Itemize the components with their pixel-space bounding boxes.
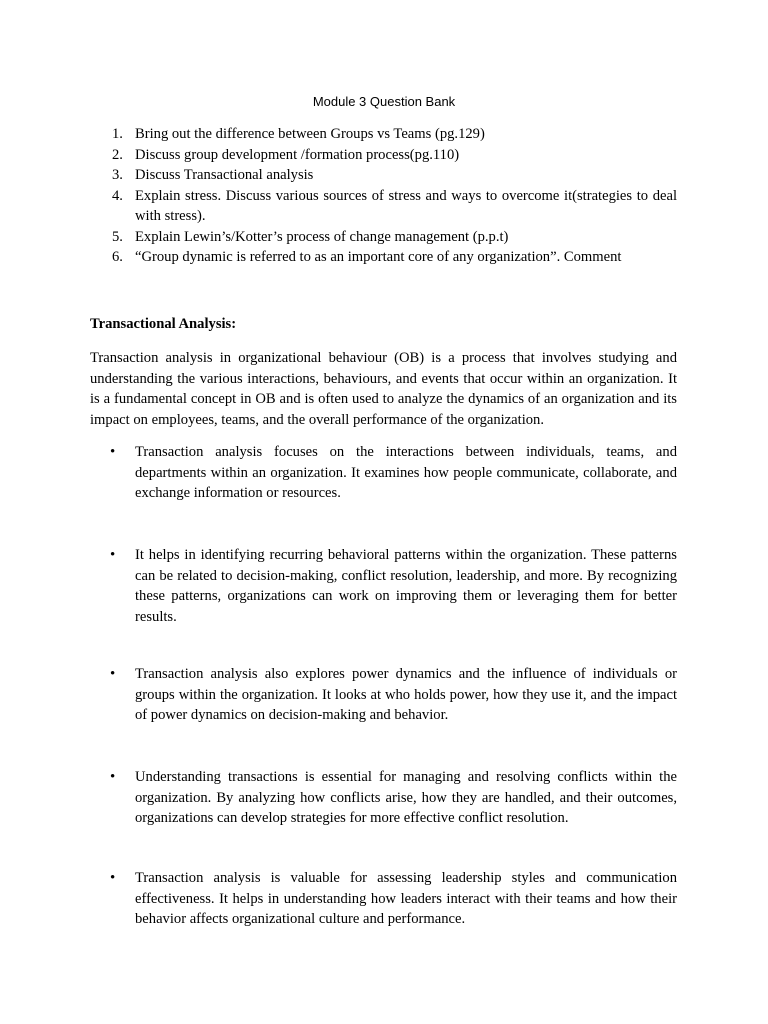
question-list bbox=[90, 124, 677, 268]
bullet-dot-icon: • bbox=[110, 769, 116, 785]
question-item bbox=[90, 145, 677, 166]
question-text: “Group dynamic is referred to as an important core of any organization”. Comment bbox=[135, 249, 622, 265]
bullet-item bbox=[90, 545, 677, 627]
question-text: Bring out the difference between Groups vs Teams (pg.129) bbox=[135, 126, 485, 142]
bullet-dot-icon: • bbox=[110, 870, 116, 886]
bullet-dot-icon: • bbox=[110, 547, 116, 563]
bullet-text: Transaction analysis is valuable for assessing leadership styles and communication effectiveness. It helps in understanding how leaders interact with their teams and how their behavior affects organizational culture and performance. bbox=[135, 870, 677, 927]
intro-paragraph: Transaction analysis in organizational behaviour (OB) is a process that involves studying and understanding the various interactions, behaviours, and events that occur within an organization. It is a fundamental concept in OB and is often used to analyze the dynamics of an organization and its impact on employees, teams, and the overall performance of the organization. bbox=[90, 350, 677, 428]
bullet-item bbox=[90, 664, 677, 726]
bullet-dot-icon: • bbox=[110, 666, 116, 682]
question-number: 6. bbox=[112, 249, 123, 265]
section-heading: Transactional Analysis: bbox=[90, 316, 237, 332]
question-number: 4. bbox=[112, 187, 123, 204]
bullet-text: It helps in identifying recurring behavioral patterns within the organization. These patterns can be related to decision-making, conflict resolution, leadership, and more. By recognizing these patterns, organizations can work on improving them or leveraging them for better results. bbox=[135, 547, 677, 625]
question-item bbox=[90, 186, 677, 227]
question-number: 5. bbox=[112, 228, 123, 245]
question-item bbox=[90, 247, 677, 268]
question-text: Discuss Transactional analysis bbox=[135, 167, 314, 183]
bullet-item bbox=[90, 868, 677, 930]
question-item bbox=[90, 227, 677, 248]
question-text: Discuss group development /formation process(pg.110) bbox=[135, 146, 460, 163]
question-item bbox=[90, 165, 677, 186]
bullet-item bbox=[90, 442, 677, 504]
document-title: Module 3 Question Bank bbox=[312, 94, 456, 109]
question-text: Explain stress. Discuss various sources of stress and ways to overcome it(strategies to deal with stress). bbox=[135, 187, 677, 224]
question-item bbox=[90, 124, 677, 145]
bullet-dot-icon: • bbox=[110, 444, 116, 460]
question-text: Explain Lewin’s/Kotter’s process of change management (p.p.t) bbox=[135, 228, 509, 245]
bullet-text: Transaction analysis also explores power dynamics and the influence of individuals or groups within the organization. It looks at who holds power, how they use it, and the impact of power dynamics on decision-making and behavior. bbox=[135, 666, 677, 723]
question-number: 2. bbox=[112, 146, 123, 163]
question-number: 3. bbox=[112, 167, 123, 183]
bullet-item bbox=[90, 767, 677, 829]
bullet-text: Transaction analysis focuses on the interactions between individuals, teams, and departments within an organization. It examines how people communicate, collaborate, and exchange information or resources. bbox=[135, 444, 677, 501]
bullet-text: Understanding transactions is essential for managing and resolving conflicts within the organization. By analyzing how conflicts arise, how they are handled, and their outcomes, organizations can develop strategies for more effective conflict resolution. bbox=[135, 769, 677, 826]
question-number: 1. bbox=[112, 126, 123, 142]
